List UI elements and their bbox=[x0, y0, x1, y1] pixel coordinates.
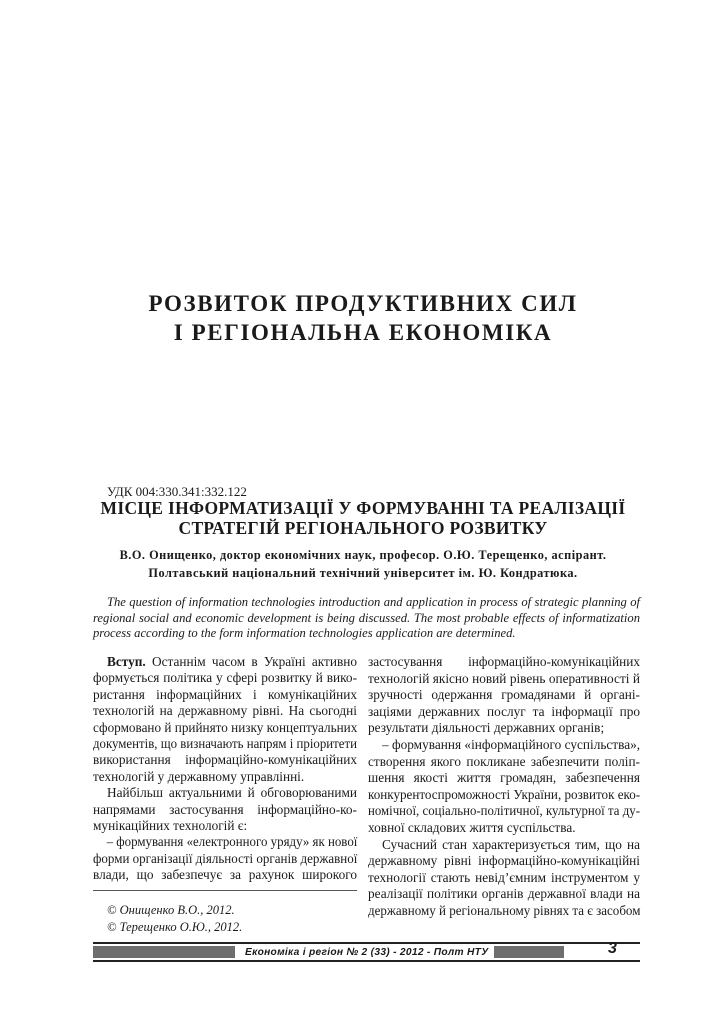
body-line bbox=[93, 654, 357, 670]
body-line: державному рівні інформаційно-комунікаційні bbox=[368, 853, 640, 869]
article-title bbox=[90, 498, 636, 538]
body-line: заціями державних послуг та інформації про bbox=[368, 703, 640, 719]
copyright-note: © Онищенко В.О., 2012. bbox=[107, 903, 235, 917]
body-line: Найбільш актуальними й обговорюваними bbox=[107, 785, 357, 801]
body-line: ховної складових життя суспільства. bbox=[368, 819, 576, 835]
authors bbox=[90, 546, 636, 582]
body-line: реалізації політики органів державної влади на bbox=[368, 886, 640, 902]
body-line: сформовано й прийнято низку концептуальних bbox=[93, 719, 358, 735]
footnotes bbox=[107, 902, 242, 936]
body-line: шення якості життя громадян, забезпечення bbox=[368, 770, 640, 786]
body-line: номічної, соціально-політичної, культурної та ду- bbox=[368, 803, 640, 819]
body-line: технологій якісно новий рівень оперативності й bbox=[368, 670, 640, 686]
body-line: Сучасний стан характеризується тим, що на bbox=[382, 836, 640, 852]
section-title-line: РОЗВИТОК ПРОДУКТИВНИХ СИЛ bbox=[148, 291, 578, 316]
abstract-line: process according to the form information technologies application are determined. bbox=[93, 626, 516, 641]
body-line: конкурентоспроможності України, розвиток еко- bbox=[368, 786, 641, 802]
footer-left-bar bbox=[93, 946, 235, 958]
footer-right-bar bbox=[494, 946, 564, 958]
body-line: застосування інформаційно-комунікаційних bbox=[368, 654, 640, 669]
body-line: – формування «інформаційного суспільства», bbox=[382, 736, 641, 752]
section-title bbox=[0, 289, 726, 347]
body-line: влади, що забезпечує за рахунок широкого bbox=[93, 867, 357, 883]
left-column bbox=[93, 654, 357, 884]
journal-footer: Економіка і регіон № 2 (33) - 2012 - Полт НТУ bbox=[245, 946, 489, 958]
body-line: документів, що визначають напрям і пріоритети bbox=[93, 736, 357, 752]
body-line: використання інформаційно-комунікаційних bbox=[93, 752, 357, 768]
author-names: В.О. Онищенко, доктор економічних наук, професор. О.Ю. Терещенко, аспірант. bbox=[119, 548, 607, 562]
body-line: результати діяльності державних органів; bbox=[368, 720, 605, 736]
abstract-line: The question of information technologies introduction and application in process of strategic planning of bbox=[107, 595, 640, 609]
body-line: технологій у державному управлінні. bbox=[93, 768, 305, 784]
body-line: напрямами застосування інформаційно-ко- bbox=[93, 801, 357, 817]
body-line: мунікаційних технологій є: bbox=[93, 818, 248, 834]
body-line: зручності одержання громадянами й органі- bbox=[368, 687, 640, 703]
body-line: формується політика у сфері розвитку й вико- bbox=[93, 670, 357, 686]
footer-bottom-rule bbox=[93, 960, 640, 962]
body-line: форми організації діяльності органів державної bbox=[93, 850, 358, 866]
body-line: державному й регіональному рівнях та є засобом bbox=[368, 902, 641, 918]
body-text: Останнім часом в Україні активно bbox=[151, 654, 357, 669]
intro-label: Вступ. bbox=[107, 654, 146, 669]
abstract bbox=[93, 595, 640, 642]
affiliation: Полтавський національний технічний університет ім. Ю. Кондратюка. bbox=[148, 566, 578, 580]
copyright-note: © Терещенко О.Ю., 2012. bbox=[107, 920, 243, 934]
body-line: ристання інформаційних і комунікаційних bbox=[93, 686, 357, 702]
footnote-divider bbox=[93, 890, 357, 891]
page-number: 3 bbox=[608, 940, 617, 957]
udk-code: УДК 004:330.341:332.122 bbox=[107, 484, 247, 499]
body-line: створення якого покликане забезпечити поліп- bbox=[368, 753, 640, 769]
body-line: технологій на державному рівні. На сьогодні bbox=[93, 703, 357, 719]
article-title-line: СТРАТЕГІЙ РЕГІОНАЛЬНОГО РОЗВИТКУ bbox=[178, 518, 548, 538]
section-title-line: І РЕГІОНАЛЬНА ЕКОНОМІКА bbox=[173, 320, 553, 345]
body-line: технології стають невід’ємним інструментом у bbox=[368, 869, 640, 885]
abstract-line: regional social and economic development is being discussed. The most probable effects of informatization bbox=[93, 610, 640, 625]
article-title-line: МІСЦЕ ІНФОРМАТИЗАЦІЇ У ФОРМУВАННІ ТА РЕАЛІЗАЦІЇ bbox=[100, 498, 626, 518]
body-line: – формування «електронного уряду» як нової bbox=[106, 834, 358, 850]
right-column bbox=[368, 654, 640, 920]
